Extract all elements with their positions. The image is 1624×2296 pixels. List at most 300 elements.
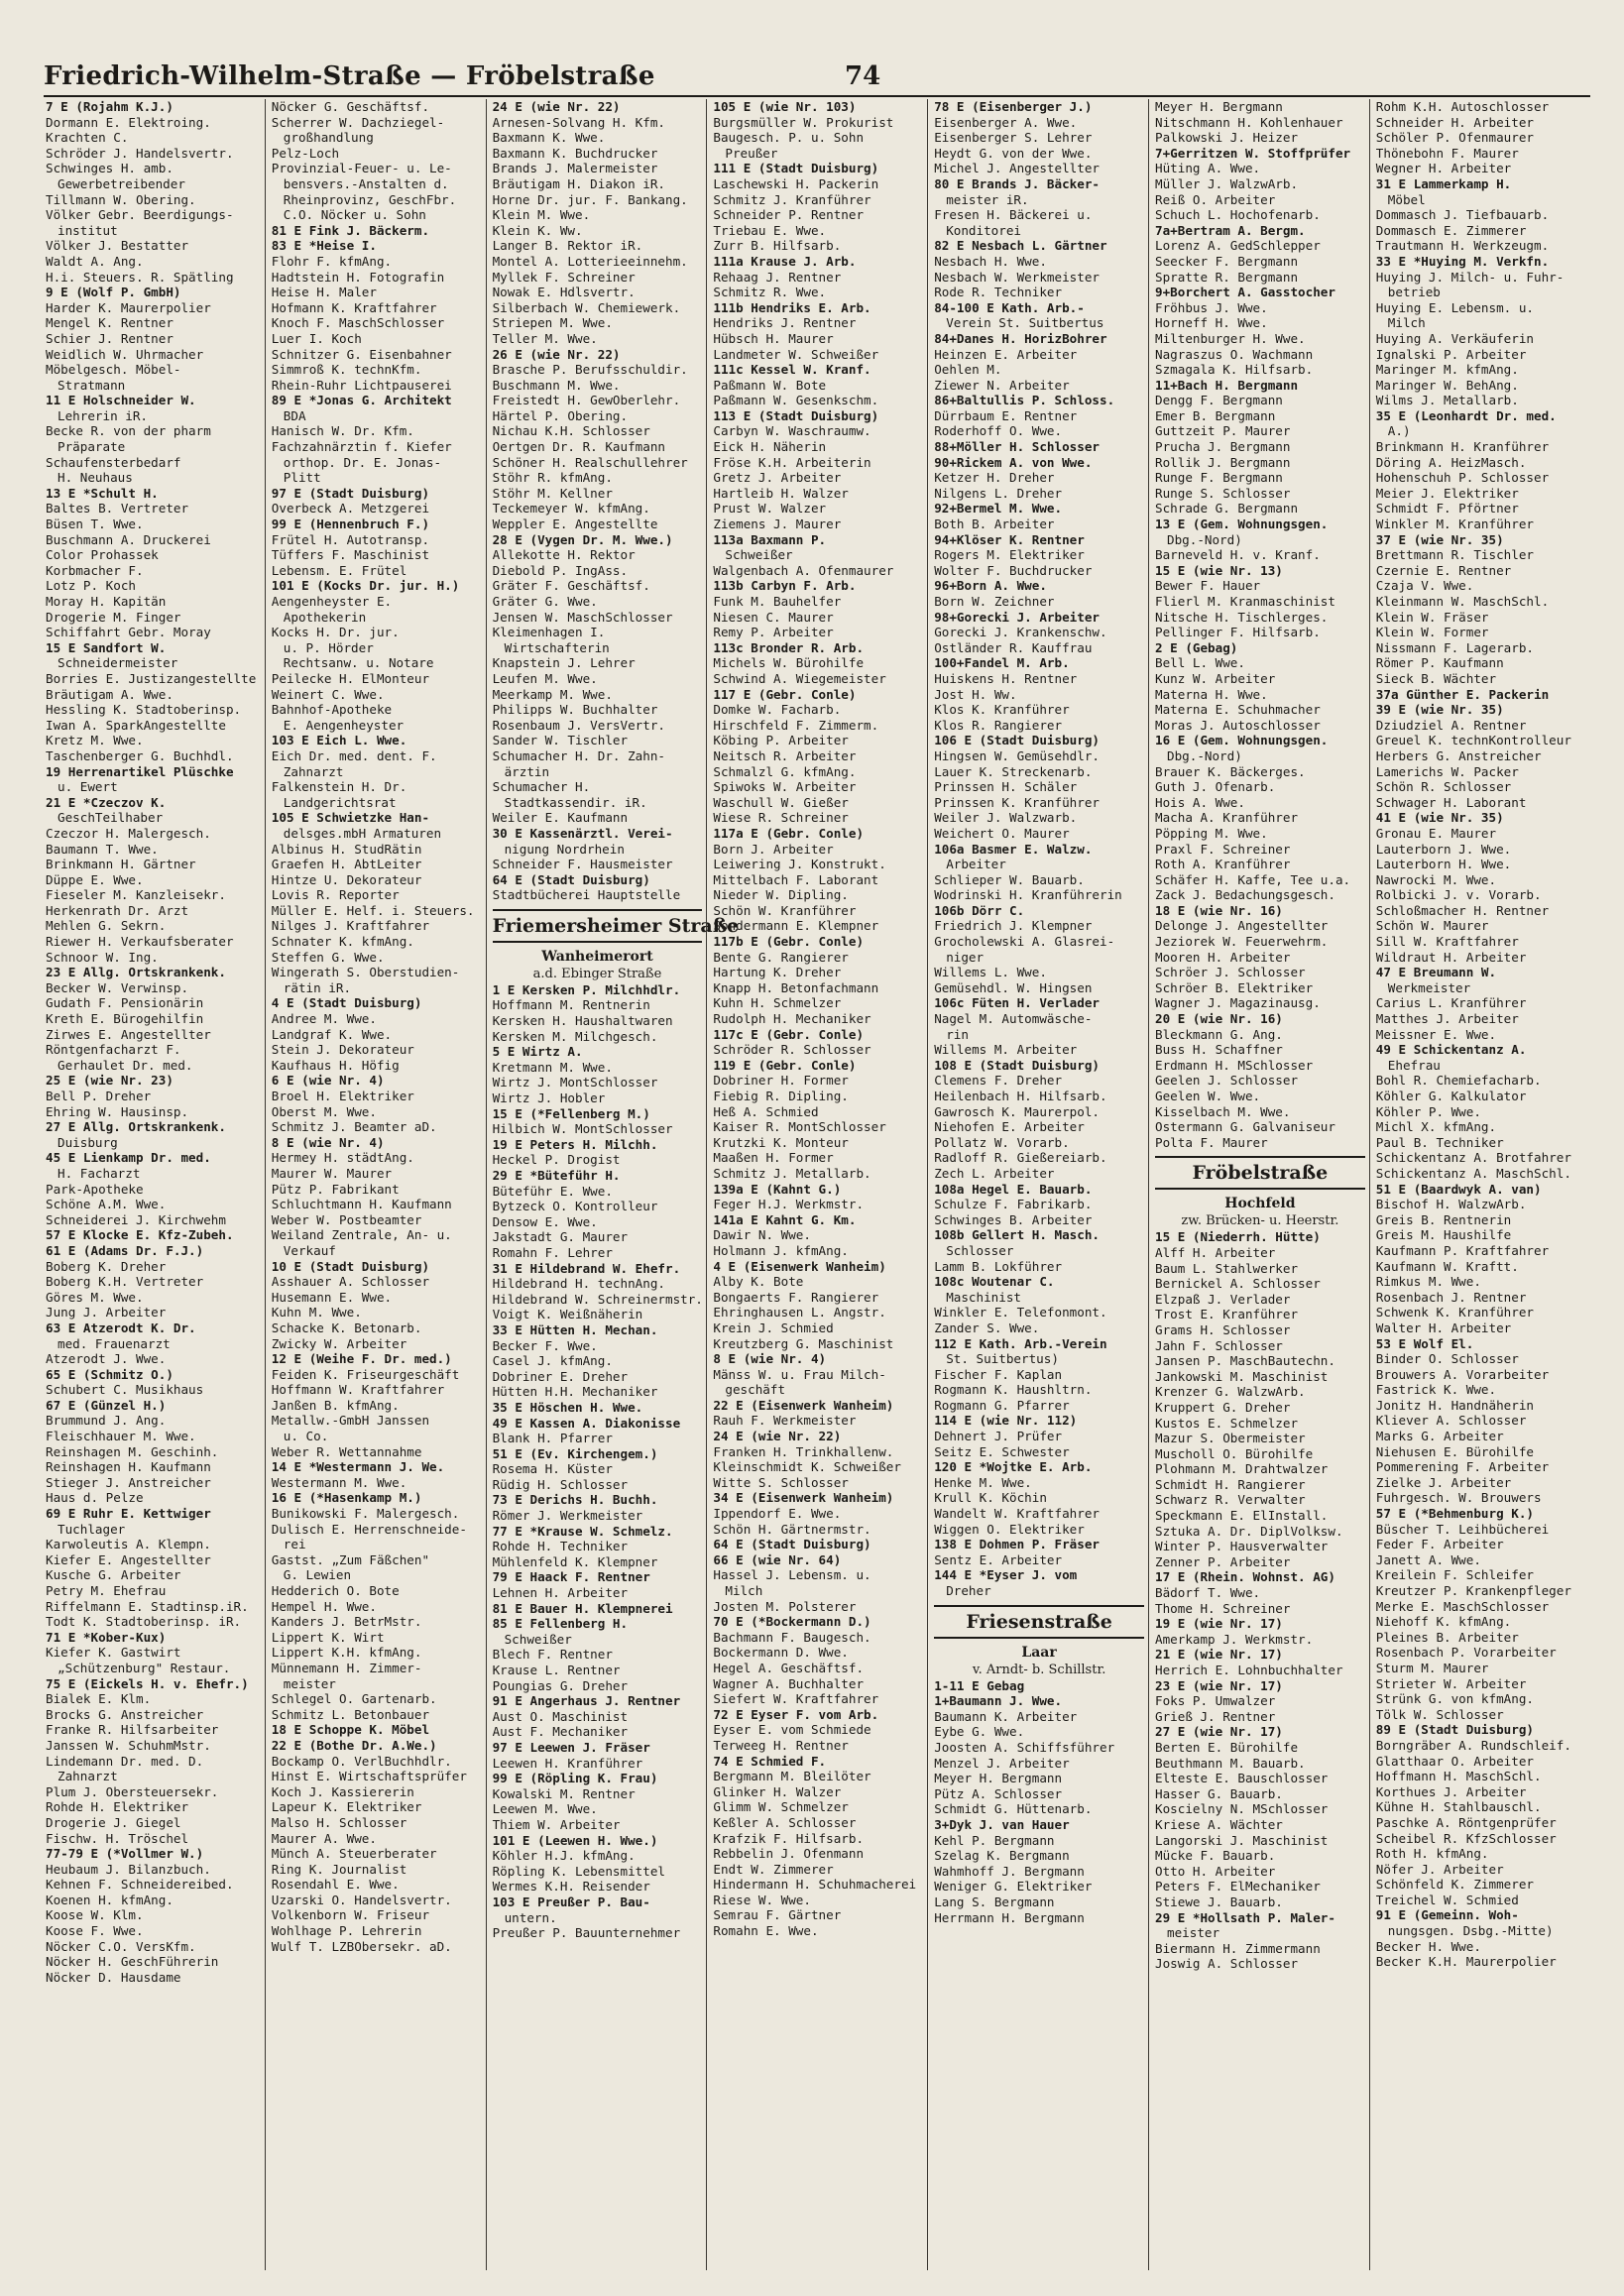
resident-entry: Hintze U. Dekorateur (271, 871, 422, 887)
house-number-entry: 64 E (Stadt Duisburg) (492, 871, 650, 887)
resident-entry: Kisselbach M. Wwe. (1154, 1103, 1291, 1119)
resident-entry: Taschenberger G. Buchhdl. (46, 747, 234, 763)
resident-entry: Schulze F. Fabrikarb. (934, 1197, 1093, 1212)
resident-entry: Nichau K.H. Schlosser (492, 423, 650, 439)
resident-entry: Feger H.J. Werkmstr. (713, 1197, 865, 1212)
resident-entry: Hinst E. Wirtschaftsprüfer (271, 1769, 467, 1784)
resident-entry: Wilms J. Metallarb. (1375, 393, 1519, 408)
entry-continuation: delsges.mbH Armaturen (283, 825, 442, 841)
entry-continuation: Präparate (58, 439, 126, 455)
resident-entry: Heubaum J. Bilanzbuch. (46, 1861, 211, 1877)
house-number-entry: 13 E *Schult H. (46, 485, 159, 501)
entry-continuation: Konditorei (946, 222, 1022, 238)
resident-entry: Czaja V. Wwe. (1375, 578, 1474, 594)
resident-entry: Petry M. Ehefrau (46, 1583, 167, 1598)
house-number-entry: 100+Fandel M. Arb. (934, 655, 1070, 671)
resident-entry: Klos R. Rangierer (934, 717, 1063, 733)
entry-continuation: Apothekerin (283, 609, 367, 625)
resident-entry: Hildebrand W. Schreinermstr. (492, 1291, 703, 1307)
resident-entry: Nitschmann H. Kohlenhauer (1154, 114, 1343, 130)
resident-entry: Szelag K. Bergmann (934, 1848, 1070, 1864)
resident-entry: Kocks H. Dr. jur. (271, 625, 400, 640)
resident-entry: Heß A. Schmied (713, 1103, 819, 1119)
house-number-entry: 15 E Sandfort W. (46, 639, 167, 655)
resident-entry: Hermey H. städtAng. (271, 1150, 414, 1166)
entry-continuation: Gerhaulet Dr. med. (58, 1057, 193, 1073)
resident-entry: Hois A. Wwe. (1154, 794, 1245, 810)
resident-entry: Striepen M. Wwe. (492, 315, 613, 331)
street-range-label: zw. Brücken- u. Heerstr. (1181, 1213, 1339, 1229)
resident-entry: Bewer F. Hauer (1154, 578, 1261, 594)
entry-continuation: rin (946, 1026, 969, 1042)
house-number-entry: 9 E (Wolf P. GmbH) (46, 285, 181, 300)
resident-entry: Nagraszus O. Wachmann (1154, 346, 1314, 362)
resident-entry: Lauterborn J. Wwe. (1375, 841, 1512, 857)
resident-entry: Rebbelin J. Ofenmann (713, 1846, 865, 1862)
resident-entry: Elteste E. Bauschlosser (1154, 1771, 1329, 1786)
resident-entry: Miltenburger H. Wwe. (1154, 330, 1306, 346)
house-number-entry: 113c Bronder R. Arb. (713, 639, 865, 655)
entry-continuation: orthop. Dr. E. Jonas- (283, 454, 442, 470)
resident-entry: Peilecke H. ElMonteur (271, 670, 430, 686)
resident-entry: Provinzial-Feuer- u. Le- (271, 161, 452, 176)
resident-entry: Clemens F. Dreher (934, 1073, 1063, 1089)
resident-entry: Meyer H. Bergmann (1154, 99, 1283, 114)
resident-entry: Oertgen Dr. R. Kaufmann (492, 439, 665, 455)
house-number-entry: 91 E Angerhaus J. Rentner (492, 1693, 681, 1709)
house-number-entry: 106c Füten H. Verlader (934, 995, 1100, 1011)
resident-entry: Simmroß K. technKfm. (271, 362, 422, 378)
resident-entry: Roth A. Kranführer (1154, 857, 1291, 872)
resident-entry: Graefen H. AbtLeiter (271, 857, 422, 872)
resident-entry: Macha A. Kranführer (1154, 810, 1299, 826)
entry-continuation: Preußer (725, 145, 778, 161)
resident-entry: Scheibel R. KfzSchlosser (1375, 1830, 1557, 1846)
resident-entry: Willems M. Arbeiter (934, 1042, 1078, 1058)
resident-entry: Becker K.H. Maurerpolier (1375, 1954, 1557, 1970)
house-number-entry: 78 E (Eisenberger J.) (934, 99, 1093, 114)
resident-entry: Pommerening F. Arbeiter (1375, 1459, 1550, 1475)
resident-entry: Kretz M. Wwe. (46, 733, 144, 748)
resident-entry: Zielke J. Arbeiter (1375, 1474, 1512, 1490)
resident-entry: Polta F. Maurer (1154, 1134, 1268, 1150)
resident-entry: Elzpaß J. Verlader (1154, 1291, 1291, 1307)
resident-entry: Wolter F. Buchdrucker (934, 562, 1093, 578)
resident-entry: Born W. Zeichner (934, 594, 1055, 609)
house-number-entry: 63 E Atzerodt K. Dr. (46, 1320, 196, 1335)
resident-entry: Maringer M. kfmAng. (1375, 362, 1519, 378)
house-number-entry: 19 E Peters H. Milchh. (492, 1136, 658, 1152)
resident-entry: Schneider H. Arbeiter (1375, 114, 1535, 130)
resident-entry: Uzarski O. Handelsvertr. (271, 1892, 452, 1907)
house-number-entry: 2 E (Gebag) (1154, 639, 1238, 655)
entry-continuation: rätin iR. (283, 979, 352, 995)
resident-entry: Plum J. Obersteuersekr. (46, 1783, 219, 1799)
house-number-entry: 4 E (Eisenwerk Wanheim) (713, 1258, 886, 1274)
resident-entry: Bell L. Wwe. (1154, 655, 1245, 671)
resident-entry: Tillmann W. Obering. (46, 191, 196, 207)
resident-entry: Weichert O. Maurer (934, 825, 1070, 841)
house-number-entry: 7 E (Rojahm K.J.) (46, 99, 174, 114)
resident-entry: Todt K. Stadtoberinsp. iR. (46, 1614, 242, 1630)
resident-entry: Schwager H. Laborant (1375, 794, 1527, 810)
resident-entry: Ippendorf E. Wwe. (713, 1506, 842, 1522)
house-number-entry: 101 E (Kocks Dr. jur. H.) (271, 578, 460, 594)
resident-entry: Schluchtmann H. Kaufmann (271, 1197, 452, 1212)
resident-entry: Römer J. Werkmeister (492, 1508, 643, 1524)
resident-entry: Schmidt G. Hüttenarb. (934, 1801, 1093, 1817)
resident-entry: Hegel A. Geschäftsf. (713, 1660, 865, 1675)
resident-entry: Kehl P. Bergmann (934, 1832, 1055, 1848)
entry-continuation: Landgerichtsrat (283, 794, 397, 810)
resident-entry: Flierl M. Kranmaschinist (1154, 594, 1335, 609)
resident-entry: Kreilein F. Schleifer (1375, 1567, 1535, 1583)
resident-entry: Ketzer H. Dreher (934, 470, 1055, 486)
resident-entry: Bahnhof-Apotheke (271, 702, 393, 718)
resident-entry: Kunz W. Arbeiter (1154, 670, 1276, 686)
resident-entry: Carbyn W. Waschraumw. (713, 423, 871, 439)
entry-continuation: Möbel (1387, 191, 1426, 207)
resident-entry: Krull K. Köchin (934, 1490, 1047, 1506)
resident-entry: Kaufmann W. Kraftt. (1375, 1258, 1519, 1274)
resident-entry: Fischer F. Kaplan (934, 1366, 1063, 1382)
resident-entry: Runge F. Bergmann (1154, 470, 1283, 486)
resident-entry: Göres M. Wwe. (46, 1289, 144, 1305)
entry-continuation: Zahnarzt (58, 1769, 118, 1784)
resident-entry: Lamm B. Lokführer (934, 1258, 1063, 1274)
resident-entry: Boberg K. Dreher (46, 1258, 167, 1274)
resident-entry: Kiefer E. Angestellter (46, 1551, 211, 1567)
house-number-entry: 16 E (Gem. Wohnungsgen. (1154, 733, 1329, 748)
resident-entry: Baxmann K. Wwe. (492, 130, 606, 146)
resident-entry: Huying A. Verkäuferin (1375, 330, 1535, 346)
house-number-entry: 22 E (Bothe Dr. A.We.) (271, 1737, 437, 1753)
resident-entry: Rohde H. Elektriker (46, 1799, 189, 1815)
resident-entry: Jensen W. MaschSchlosser (492, 609, 673, 625)
house-number-entry: 51 E (Baardwyk A. van) (1375, 1181, 1542, 1197)
resident-entry: Reinshagen H. Kaufmann (46, 1459, 211, 1475)
resident-entry: Prucha J. Bergmann (1154, 439, 1291, 455)
resident-entry: Nawrocki M. Wwe. (1375, 871, 1497, 887)
resident-entry: Koscielny N. MSchlosser (1154, 1801, 1329, 1817)
resident-entry: Lehnen H. Arbeiter (492, 1585, 629, 1601)
resident-entry: Becker H. Wwe. (1375, 1938, 1481, 1954)
resident-entry: Lebensm. E. Frütel (271, 562, 407, 578)
resident-entry: Janett A. Wwe. (1375, 1551, 1481, 1567)
resident-entry: Schwinges B. Arbeiter (934, 1211, 1093, 1227)
house-number-entry: 111c Kessel W. Kranf. (713, 362, 871, 378)
resident-entry: Greis B. Rentnerin (1375, 1211, 1512, 1227)
resident-entry: Gronau E. Maurer (1375, 825, 1497, 841)
resident-entry: Tüffers F. Maschinist (271, 547, 430, 563)
house-number-entry: 35 E Höschen H. Wwe. (492, 1399, 643, 1415)
house-number-entry: 25 E (wie Nr. 23) (46, 1073, 174, 1089)
house-number-entry: 83 E *Heise I. (271, 238, 377, 254)
resident-entry: Montel A. Lotterieeinnehm. (492, 253, 688, 269)
resident-entry: Landmeter W. Schweißer (713, 346, 879, 362)
entry-continuation: nigung Nordrhein (504, 841, 625, 857)
resident-entry: Kretmann M. Wwe. (492, 1059, 613, 1075)
resident-entry: Bädorf T. Wwe. (1154, 1585, 1261, 1601)
resident-entry: Freistedt H. GewOberlehr. (492, 393, 681, 408)
house-number-entry: 37a Günther E. Packerin (1375, 686, 1550, 702)
resident-entry: Riewer H. Verkaufsberater (46, 934, 234, 950)
resident-entry: Winkler M. Kranführer (1375, 517, 1535, 532)
entry-continuation: Maschinist (946, 1289, 1022, 1305)
resident-entry: Kiefer K. Gastwirt (46, 1645, 181, 1661)
house-number-entry: 117a E (Gebr. Conle) (713, 825, 865, 841)
resident-entry: Moras J. Autoschlosser (1154, 717, 1321, 733)
house-number-entry: 20 E (wie Nr. 16) (1154, 1011, 1283, 1027)
resident-entry: Wirtz J. Hobler (492, 1091, 606, 1106)
resident-entry: Schönfeld K. Zimmerer (1375, 1877, 1535, 1893)
resident-entry: Thome H. Schreiner (1154, 1600, 1291, 1616)
resident-entry: Rogmann G. Pfarrer (934, 1397, 1070, 1413)
resident-entry: Rohm K.H. Autoschlosser (1375, 99, 1550, 114)
resident-entry: Meier J. Elektriker (1375, 485, 1519, 501)
resident-entry: Münnemann H. Zimmer- (271, 1660, 422, 1675)
entry-continuation: Wirtschafterin (504, 639, 610, 655)
entry-continuation: Stadtkassendir. iR. (504, 794, 647, 810)
house-number-entry: 67 E (Günzel H.) (46, 1397, 167, 1413)
resident-entry: Schumacher H. (492, 779, 591, 795)
resident-entry: Kruppert G. Dreher (1154, 1399, 1291, 1415)
house-number-entry: 75 E (Eickels H. v. Ehefr.) (46, 1675, 249, 1691)
resident-entry: Koch J. Kassiererin (271, 1783, 414, 1799)
resident-entry: Niehusen E. Bürohilfe (1375, 1443, 1535, 1459)
house-number-entry: 99 E (Hennenbruch F.) (271, 517, 430, 532)
resident-entry: Schwinges H. amb. (46, 161, 174, 176)
entry-continuation: meister iR. (946, 191, 1029, 207)
resident-entry: Lorenz A. GedSchlepper (1154, 238, 1321, 254)
resident-entry: Kusche G. Arbeiter (46, 1567, 181, 1583)
resident-entry: Bräutigam A. Wwe. (46, 686, 174, 702)
resident-entry: Barneveld H. v. Kranf. (1154, 547, 1321, 563)
resident-entry: Palkowski J. Heizer (1154, 130, 1299, 146)
house-number-entry: 5 E Wirtz A. (492, 1044, 583, 1060)
house-number-entry: 113 E (Stadt Duisburg) (713, 407, 879, 423)
resident-entry: Prinssen K. Kranführer (934, 794, 1100, 810)
resident-entry: Maurer W. Maurer (271, 1165, 393, 1181)
resident-entry: Lovis R. Reporter (271, 887, 400, 903)
resident-entry: Nöcker G. Geschäftsf. (271, 99, 430, 114)
resident-entry: Laschewski H. Packerin (713, 175, 879, 191)
house-number-entry: 33 E Hütten H. Mechan. (492, 1321, 658, 1337)
resident-entry: Niehoff K. kfmAng. (1375, 1614, 1512, 1630)
resident-entry: Schöne A.M. Wwe. (46, 1197, 167, 1212)
resident-entry: Krause L. Rentner (492, 1663, 621, 1677)
house-number-entry: 8 E (wie Nr. 4) (271, 1134, 385, 1150)
entry-continuation: Arbeiter (946, 857, 1006, 872)
resident-entry: Dobriner H. Former (713, 1073, 849, 1089)
resident-entry: Dziudziel A. Rentner (1375, 717, 1527, 733)
resident-entry: Weber R. Wettannahme (271, 1443, 422, 1459)
resident-entry: Seecker F. Bergmann (1154, 253, 1299, 269)
entry-continuation: meister (1166, 1925, 1220, 1941)
entry-continuation: BDA (283, 407, 306, 423)
entry-continuation: Ehefrau (1387, 1057, 1441, 1073)
entry-continuation: Schlosser (946, 1242, 1014, 1258)
resident-entry: Hindermann H. Schuhmacherei (713, 1877, 917, 1893)
resident-entry: Heckel P. Drogist (492, 1152, 621, 1168)
resident-entry: Janßen B. kfmAng. (271, 1397, 400, 1413)
resident-entry: Zurr B. Hilfsarb. (713, 238, 842, 254)
entry-continuation: H. Facharzt (58, 1165, 141, 1181)
resident-entry: Kehnen F. Schneidereibed. (46, 1877, 234, 1893)
resident-entry: Langer B. Rektor iR. (492, 238, 643, 254)
resident-entry: Brouwers A. Vorarbeiter (1375, 1366, 1550, 1382)
resident-entry: Atzerodt J. Wwe. (46, 1351, 167, 1367)
resident-entry: Heise H. Maler (271, 285, 377, 300)
resident-entry: Köhler H.J. kfmAng. (492, 1848, 636, 1864)
resident-entry: Buschmann A. Druckerei (46, 531, 211, 547)
resident-entry: Zander S. Wwe. (934, 1320, 1040, 1335)
resident-entry: Schubert C. Musikhaus (46, 1382, 204, 1398)
resident-entry: Härtel P. Obering. (492, 407, 629, 423)
resident-entry: Brauer K. Bäckerges. (1154, 763, 1306, 779)
house-number-entry: 35 E (Leonhardt Dr. med. (1375, 407, 1557, 423)
resident-entry: Westermann M. Wwe. (271, 1474, 407, 1490)
resident-entry: Schäfer H. Kaffe, Tee u.a. (1154, 871, 1351, 887)
entry-continuation: Duisburg (58, 1134, 118, 1150)
resident-entry: Holmann J. kfmAng. (713, 1242, 849, 1258)
resident-entry: Rolbicki J. v. Vorarb. (1375, 887, 1542, 903)
resident-entry: Baxmann K. Buchdrucker (492, 145, 658, 161)
resident-entry: Joosten A. Schiffsführer (934, 1739, 1115, 1755)
column-5 (927, 99, 1148, 2270)
house-number-entry: 3+Dyk J. van Hauer (934, 1816, 1070, 1832)
house-number-entry: 51 E (Ev. Kirchengem.) (492, 1445, 658, 1461)
resident-entry: Wodrinski H. Kranführerin (934, 887, 1122, 903)
resident-entry: Sander W. Tischler (492, 733, 629, 748)
resident-entry: Wagner A. Buchhalter (713, 1675, 865, 1691)
resident-entry: Dengg F. Bergmann (1154, 393, 1283, 408)
resident-entry: Rimkus M. Wwe. (1375, 1274, 1481, 1290)
resident-entry: Hartung K. Dreher (713, 965, 842, 980)
resident-entry: Geelen W. Wwe. (1154, 1089, 1261, 1103)
house-number-entry: 84+Danes H. HorizBohrer (934, 330, 1107, 346)
column-3 (486, 99, 740, 2270)
house-number-entry: 28 E (Vygen Dr. M. Wwe.) (492, 531, 673, 547)
resident-entry: Wirtz J. MontSchlosser (492, 1075, 658, 1091)
resident-entry: H.i. Steuers. R. Spätling (46, 269, 234, 285)
house-number-entry: 18 E Schoppe K. Möbel (271, 1722, 430, 1738)
column-2 (265, 99, 486, 2270)
resident-entry: Szmagala K. Hilfsarb. (1154, 362, 1314, 378)
resident-entry: Overbeck A. Metzgerei (271, 501, 430, 517)
resident-entry: Romahn F. Lehrer (492, 1244, 613, 1260)
resident-entry: Kreutzberg G. Maschinist (713, 1335, 894, 1351)
resident-entry: Knoch F. MaschSchlosser (271, 315, 445, 331)
house-number-entry: 103 E Preußer P. Bau- (492, 1894, 650, 1909)
entry-continuation: C.O. Nöcker u. Sohn (283, 207, 426, 223)
resident-entry: Becker W. Verwinsp. (46, 979, 189, 995)
resident-entry: Scherrer W. Dachziegel- (271, 114, 445, 130)
house-number-entry: 96+Born A. Wwe. (934, 578, 1047, 594)
resident-entry: Jost H. Ww. (934, 686, 1017, 702)
house-number-entry: 82 E Nesbach L. Gärtner (934, 238, 1107, 254)
resident-entry: Hirschfeld F. Zimmerm. (713, 717, 879, 733)
resident-entry: Waldt A. Ang. (46, 253, 144, 269)
house-number-entry: 65 E (Schmitz O.) (46, 1366, 174, 1382)
resident-entry: Bockermann D. Wwe. (713, 1645, 849, 1661)
resident-entry: Remy P. Arbeiter (713, 625, 834, 640)
house-number-entry: 84-100 E Kath. Arb.- (934, 299, 1085, 315)
resident-entry: Eybe G. Wwe. (934, 1724, 1025, 1740)
column-4 (706, 99, 927, 2270)
resident-entry: Hempel H. Wwe. (271, 1598, 377, 1614)
house-number-entry: 73 E Derichs H. Buchh. (492, 1492, 658, 1508)
house-number-entry: 1 E Kersken P. Milchhdlr. (492, 981, 681, 997)
resident-entry: Waschull W. Gießer (713, 794, 849, 810)
resident-entry: Nissmann F. Lagerarb. (1375, 639, 1535, 655)
resident-entry: Muscholl O. Bürohilfe (1154, 1445, 1314, 1461)
entry-continuation: nungsgen. Dsbg.-Mitte) (1387, 1923, 1554, 1939)
house-number-entry: 111a Krause J. Arb. (713, 253, 857, 269)
resident-entry: Röntgenfacharzt F. (46, 1042, 181, 1058)
house-number-entry: 114 E (wie Nr. 112) (934, 1413, 1078, 1429)
resident-entry: Neitsch R. Arbeiter (713, 747, 857, 763)
resident-entry: Pütz P. Fabrikant (271, 1181, 400, 1197)
resident-entry: Lang S. Bergmann (934, 1894, 1055, 1909)
resident-entry: Rode R. Techniker (934, 285, 1063, 300)
resident-entry: Hendriks J. Rentner (713, 315, 857, 331)
resident-entry: Kleimenhagen I. (492, 625, 606, 640)
house-number-entry: 14 E *Westermann J. We. (271, 1459, 445, 1475)
resident-entry: Alff H. Arbeiter (1154, 1244, 1276, 1260)
house-number-entry: 71 E *Kober-Kux) (46, 1629, 167, 1645)
entry-continuation: bensvers.-Anstalten d. (283, 175, 449, 191)
resident-entry: Baumann T. Wwe. (46, 841, 159, 857)
house-number-entry: 89 E (Stadt Duisburg) (1375, 1722, 1535, 1738)
resident-entry: Rosenbach P. Vorarbeiter (1375, 1645, 1557, 1661)
resident-entry: Guth J. Ofenarb. (1154, 779, 1276, 795)
resident-entry: Langorski J. Maschinist (1154, 1832, 1329, 1848)
entry-continuation: niger (946, 949, 985, 965)
page-header (44, 50, 1590, 97)
resident-entry: Paßmann W. Bote (713, 377, 827, 393)
entry-continuation: Schneidermeister (58, 655, 178, 671)
resident-entry: Herkenrath Dr. Arzt (46, 902, 189, 918)
resident-entry: Nesbach H. Wwe. (934, 253, 1047, 269)
resident-entry: Materna H. Wwe. (1154, 686, 1268, 702)
resident-entry: Landgraf K. Wwe. (271, 1026, 393, 1042)
resident-entry: Blank H. Pfarrer (492, 1431, 613, 1446)
resident-entry: Roth H. kfmAng. (1375, 1846, 1489, 1862)
directory-columns (44, 99, 1590, 2270)
house-number-entry: 1+Baumann J. Wwe. (934, 1693, 1063, 1709)
house-number-entry: 144 E *Eyser J. vom (934, 1567, 1078, 1583)
house-number-entry: 139a E (Kahnt G.) (713, 1181, 842, 1197)
resident-entry: Beuthmann M. Bauarb. (1154, 1755, 1306, 1771)
resident-entry: Schmidt F. Pförtner (1375, 501, 1519, 517)
resident-entry: Casel J. kfmAng. (492, 1353, 613, 1369)
resident-entry: Brinkmann H. Kranführer (1375, 439, 1550, 455)
resident-entry: Röpling K. Lebensmittel (492, 1863, 665, 1879)
resident-entry: Rehaag J. Rentner (713, 269, 842, 285)
house-number-entry: 17 E (Rhein. Wohnst. AG) (1154, 1569, 1335, 1585)
resident-entry: Rosenbaum J. VersVertr. (492, 717, 665, 733)
resident-entry: Dommasch E. Zimmerer (1375, 222, 1527, 238)
resident-entry: Borries E. Justizangestellte (46, 670, 257, 686)
resident-entry: Reiß O. Arbeiter (1154, 191, 1276, 207)
house-number-entry: 77-79 E (*Vollmer W.) (46, 1846, 204, 1862)
resident-entry: Zack J. Bedachungsgesch. (1154, 887, 1335, 903)
resident-entry: Born J. Arbeiter (713, 841, 834, 857)
resident-entry: Burgsmüller W. Prokurist (713, 114, 894, 130)
resident-entry: Ostländer R. Kauffrau (934, 639, 1093, 655)
entry-continuation: GeschTeilhaber (58, 810, 164, 826)
